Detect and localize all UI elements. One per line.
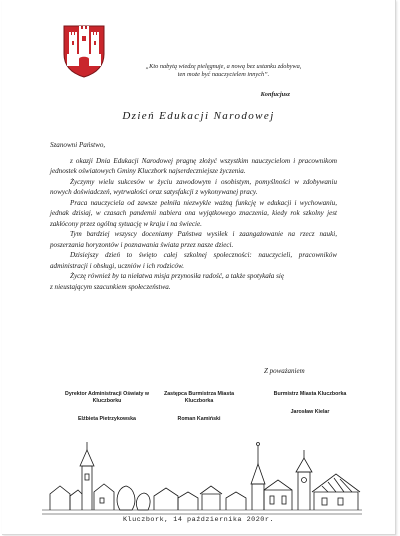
paragraph-7: z nieustającym szacunkiem społeczeństwa.: [50, 282, 171, 291]
document-page: [2, 0, 396, 535]
motto-line-1: „Kto nabytą wiedzę pielęgnuje, a nową bez ustanku zdobywa,: [145, 63, 302, 70]
place-and-date: Kluczbork, 14 października 2020r.: [122, 516, 275, 524]
page-title: Dzień Edukacji Narodowej: [122, 110, 275, 122]
signature-name: Elżbieta Pietrzykowska: [78, 416, 136, 422]
paragraph-2: Życzymy wielu sukcesów w życiu zawodowym i osobistym, pomyślności w zdobywaniu nowych doświadczeń, wytrwałości oraz satysfakcji z wykonywanej pracy.: [50, 177, 337, 196]
salutation: Szanowni Państwo,: [50, 141, 106, 149]
signature-role: Dyrektor Administracji Oświaty w Kluczborku: [65, 391, 149, 404]
signature-block: [154, 391, 244, 423]
signature-block: [260, 391, 360, 416]
letter-body: [50, 140, 337, 292]
paragraph-6: Życzę również by ta niełatwa misja przynosiła radość, a także spotykała się: [70, 272, 284, 280]
signature-role: Burmistrz Miasta Kluczborka: [273, 391, 347, 397]
signature-name: Jarosław Kielar: [290, 409, 330, 415]
paragraph-1: z okazji Dnia Edukacji Narodowej pragnę złożyć wszystkim nauczycielom i pracownikom jednostek oświatowych Gminy Kluczbork najserdeczniejsze życzenia.: [50, 156, 337, 175]
paragraph-5: Dzisiejszy dzień to święto całej szkolnej społeczności: nauczycieli, pracowników administracji i obsługi, uczniów i ich rodziców.: [50, 251, 337, 270]
motto-author: Konfucjusz: [260, 91, 290, 98]
motto-line-2: ten może być nauczycielem innych”.: [177, 71, 270, 78]
signature-role: Zastępca Burmistrza Miasta Kluczborka: [163, 391, 235, 404]
closing-regards: Z poważaniem: [264, 367, 305, 375]
paragraph-3: Praca nauczyciela od zawsze pełniła niezwykle ważną funkcję w edukacji i wychowaniu, jednak dzisiaj, w czasach pandemii nabiera ona wyjątkowego znaczenia, kiedy rok szkolny jest zakłócony przez ogólną sytuację w kraju i na świecie.: [50, 198, 337, 228]
coat-of-arms-icon: [62, 24, 106, 78]
motto-quote: [116, 63, 331, 79]
paragraph-4: Tym bardziej wszyscy doceniamy Państwa wysiłek i zaangażowanie na rzecz nauki, poszerzania horyzontów i poznawania świata przez nasze dzieci.: [50, 230, 337, 249]
signature-block: [58, 391, 156, 423]
signature-name: Roman Kamiński: [177, 416, 221, 422]
town-skyline-illustration: [42, 436, 362, 516]
